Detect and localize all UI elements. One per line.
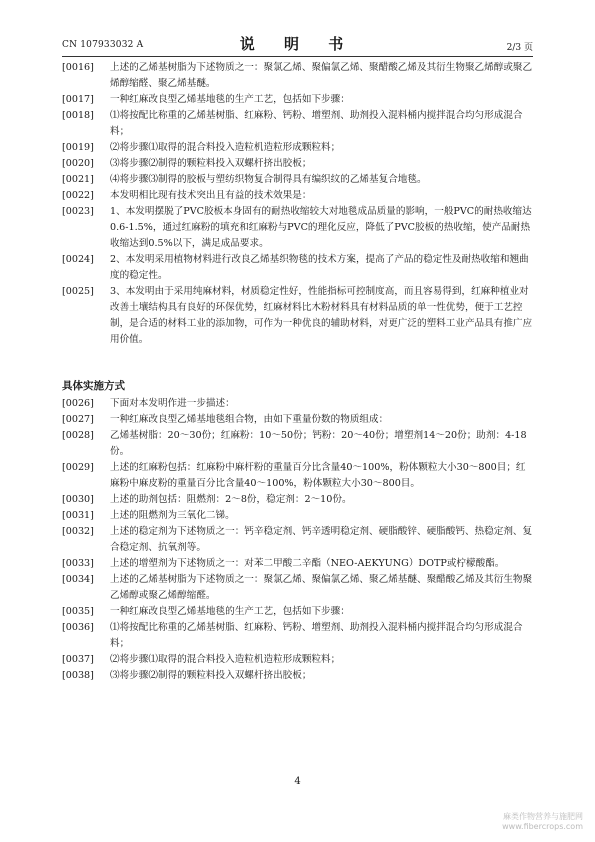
watermark-line1: 麻类作物营养与施肥网 [503, 812, 583, 821]
paragraph-number: [0017] [62, 94, 94, 105]
paragraph-text: 3、本发明由于采用纯麻材料，材质稳定性好，性能指标可控制度高，而且容易得到，红麻种植业对改善土壤结构具有良好的环保优势，红麻材料比木粉材料具有材料品质的单一性优势，便于工艺控制，是合适的材料工业的添加物，可作为一种优良的辅助材料，对更广泛的塑料工业产品具有推广应用价值。 [110, 286, 533, 345]
paragraph [62, 252, 533, 284]
paragraph [62, 92, 533, 108]
paragraph-number: [0029] [62, 462, 94, 473]
paragraph-number: [0024] [62, 254, 94, 265]
paragraph-text: ⑷将步骤⑶制得的胶板与塑纺织物复合制得具有编织纹的乙烯基复合地毯。 [110, 174, 427, 185]
page-header [62, 30, 533, 57]
paragraph-number: [0016] [62, 62, 94, 73]
paragraph [62, 508, 533, 524]
paragraph-number: [0031] [62, 510, 94, 521]
paragraph-text: 下面对本发明作进一步描述： [110, 398, 235, 409]
paragraph-text: ⑶将步骤⑵制得的颗粒料投入双螺杆挤出胶板； [110, 670, 312, 681]
paragraph-text: 上述的增塑剂为下述物质之一：对苯二甲酸二辛酯（NEO-AEKYUNG）DOTP或柠檬酸酯。 [110, 558, 505, 569]
paragraph-number: [0020] [62, 158, 94, 169]
paragraph-number: [0034] [62, 574, 94, 585]
paragraph-number: [0032] [62, 526, 94, 537]
paragraph-number: [0022] [62, 190, 94, 201]
paragraph [62, 156, 533, 172]
paragraph-text: 本发明相比现有技术突出且有益的技术效果是： [110, 190, 312, 201]
paragraph-text: 一种红麻改良型乙烯基地毯的生产工艺，包括如下步骤： [110, 606, 350, 617]
paragraph-number: [0023] [62, 206, 94, 217]
paragraph-text: 2、本发明采用植物材料进行改良乙烯基织物毯的技术方案，提高了产品的稳定性及耐热收缩和翘曲度的稳定性。 [110, 254, 529, 281]
paragraph-text: 上述的红麻粉包括：红麻粉中麻杆粉的重量百分比含量40～100%，粉体颗粒大小30～800目；红麻粉中麻皮粉的重量百分比含量40～100%，粉体颗粒大小30～800目。 [110, 462, 526, 489]
paragraph-number: [0035] [62, 606, 94, 617]
document-title: 说 明 书 [239, 35, 356, 53]
paragraph-text: ⑵将步骤⑴取得的混合料投入造粒机造粒形成颗粒料； [110, 142, 341, 153]
paragraph [62, 284, 533, 348]
paragraph-number: [0033] [62, 558, 94, 569]
paragraph-number: [0026] [62, 398, 94, 409]
paragraph-list-bottom [62, 396, 533, 684]
paragraph-number: [0037] [62, 654, 94, 665]
section-heading: 具体实施方式 [62, 380, 125, 392]
paragraph-text: 上述的乙烯基树脂为下述物质之一：聚氯乙烯、聚偏氯乙烯、聚乙烯基醚、聚醋酸乙烯及其衍生物聚乙烯醇或聚乙烯醇缩醛。 [110, 574, 533, 601]
paragraph [62, 652, 533, 668]
paragraph [62, 604, 533, 620]
paragraph-number: [0021] [62, 174, 94, 185]
paragraph [62, 668, 533, 684]
paragraph-text: ⑶将步骤⑵制得的颗粒料投入双螺杆挤出胶板； [110, 158, 312, 169]
paragraph-list-top [62, 60, 533, 348]
paragraph [62, 60, 533, 92]
paragraph [62, 524, 533, 556]
paragraph [62, 108, 533, 140]
paragraph-number: [0018] [62, 110, 94, 121]
paragraph-number: [0030] [62, 494, 94, 505]
paragraph [62, 460, 533, 492]
paragraph-number: [0028] [62, 430, 94, 441]
paragraph-text: 上述的阻燃剂为三氧化二锑。 [110, 510, 235, 521]
paragraph-number: [0036] [62, 622, 94, 633]
paragraph [62, 140, 533, 156]
patent-number: CN 107933032 A [62, 40, 144, 50]
page-number: 4 [294, 776, 301, 787]
paragraph-text: 上述的稳定剂为下述物质之一：钙辛稳定剂、钙辛透明稳定剂、硬脂酸锌、硬脂酸钙、热稳定剂、复合稳定剂、抗氧剂等。 [110, 526, 533, 553]
paragraph-number: [0027] [62, 414, 94, 425]
paragraph-text: ⑴将按配比称重的乙烯基树脂、红麻粉、钙粉、增塑剂、助剂投入混料桶内搅拌混合均匀形成混合料； [110, 110, 523, 137]
paragraph-text: 一种红麻改良型乙烯基地毯组合物，由如下重量份数的物质组成： [110, 414, 389, 425]
paragraph-text: 上述的乙烯基树脂为下述物质之一：聚氯乙烯、聚偏氯乙烯、聚醋酸乙烯及其衍生物聚乙烯醇或聚乙烯醇缩醛、聚乙烯基醚。 [110, 62, 533, 89]
paragraph [62, 188, 533, 204]
paragraph-text: 一种红麻改良型乙烯基地毯的生产工艺，包括如下步骤： [110, 94, 350, 105]
paragraph [62, 396, 533, 412]
paragraph [62, 412, 533, 428]
watermark-line2: www.fibercrops.com [502, 822, 583, 831]
watermark [502, 812, 583, 832]
paragraph-text: 1、本发明摆脱了PVC胶板本身固有的耐热收缩较大对地毯成品质量的影响，一般PVC的耐热收缩达0.6-1.5%，通过红麻粉的填充和红麻粉与PVC的理化反应，降低了PVC胶板的热收缩，使产品耐热收缩达到0.5%以下，满足成品要求。 [110, 206, 532, 249]
paragraph [62, 620, 533, 652]
paragraph-number: [0025] [62, 286, 94, 297]
paragraph-number: [0038] [62, 670, 94, 681]
paragraph [62, 556, 533, 572]
page-indicator: 2/3 页 [506, 43, 533, 53]
paragraph [62, 428, 533, 460]
paragraph-text: ⑴将按配比称重的乙烯基树脂、红麻粉、钙粉、增塑剂、助剂投入混料桶内搅拌混合均匀形成混合料； [110, 622, 523, 649]
paragraph [62, 572, 533, 604]
paragraph-text: 上述的助剂包括：阻燃剂：2～8份，稳定剂：2～10份。 [110, 494, 352, 505]
paragraph-number: [0019] [62, 142, 94, 153]
document-body [62, 60, 533, 684]
paragraph [62, 204, 533, 252]
paragraph [62, 492, 533, 508]
paragraph-text: ⑵将步骤⑴取得的混合料投入造粒机造粒形成颗粒料； [110, 654, 341, 665]
paragraph [62, 172, 533, 188]
paragraph-text: 乙烯基树脂：20～30份；红麻粉：10～50份；钙粉：20～40份；增塑剂14～20份；助剂：4-18份。 [110, 430, 527, 457]
